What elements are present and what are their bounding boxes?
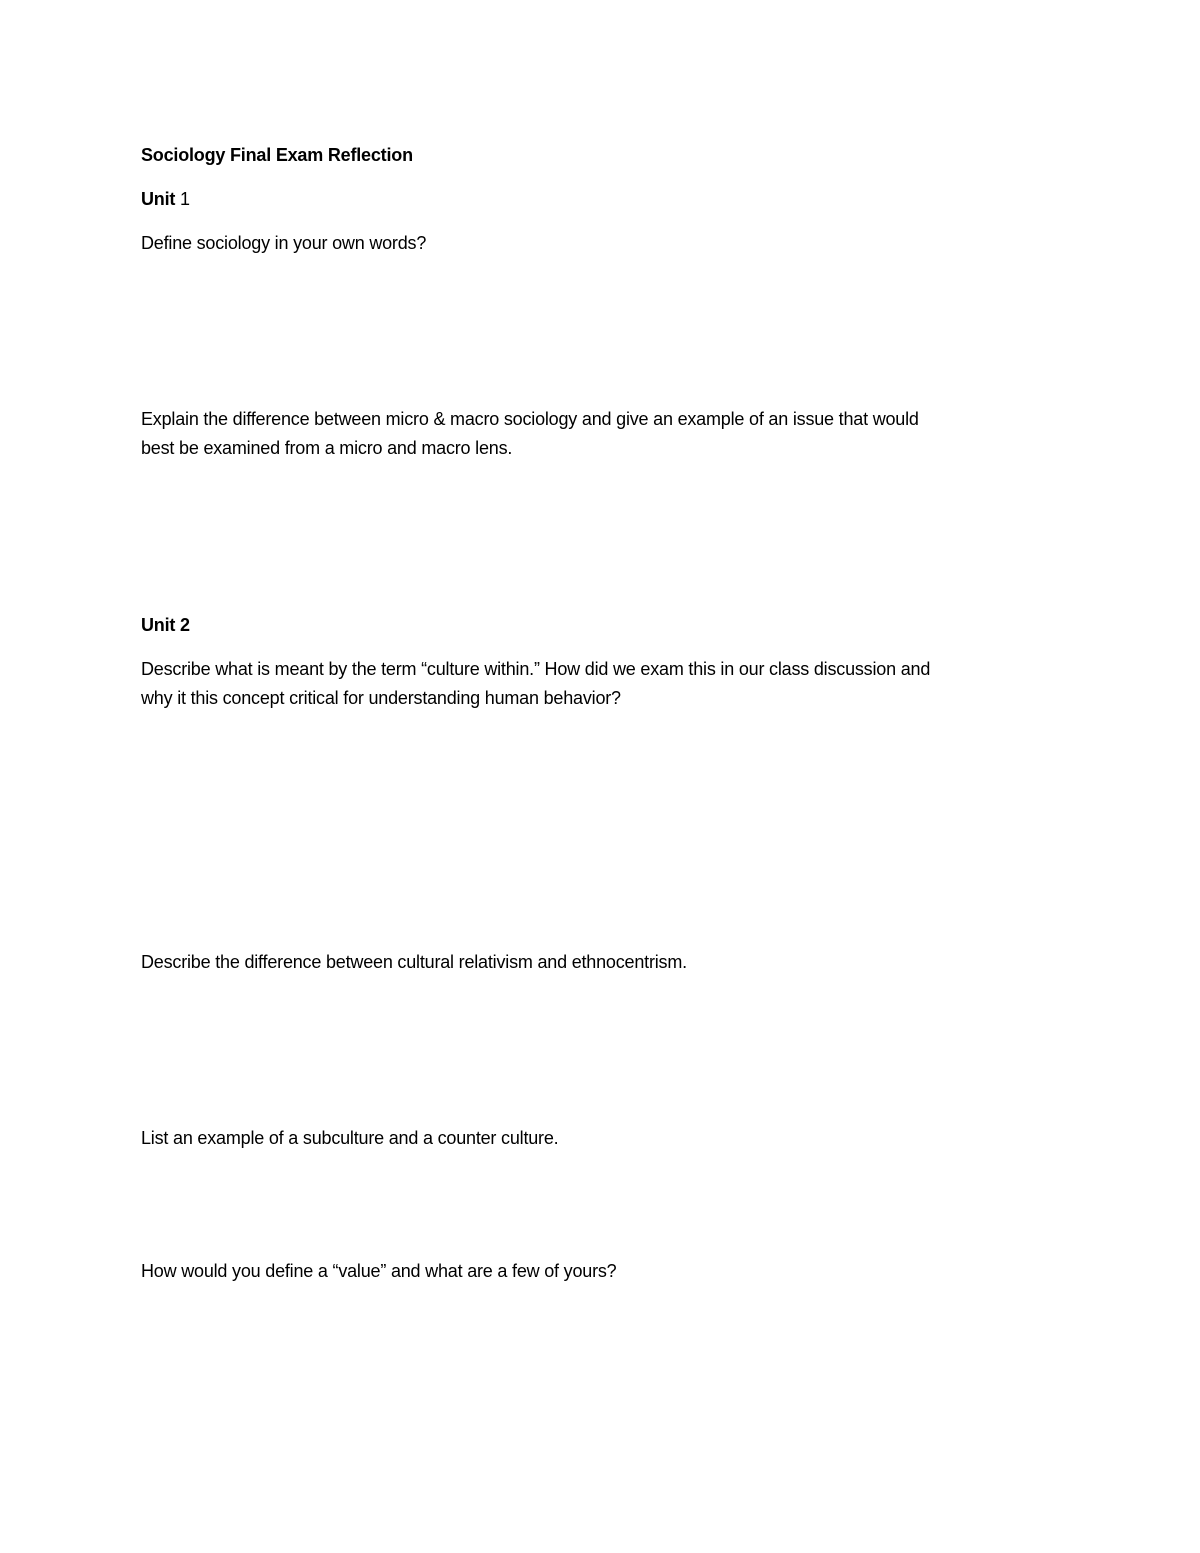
unit-1-label: Unit: [141, 189, 176, 209]
unit-2-heading: [141, 611, 190, 640]
unit-2-question-3: List an example of a subculture and a counter culture.: [141, 1128, 559, 1148]
question-line: Explain the difference between micro & macro sociology and give an example of an issue that would: [141, 409, 919, 429]
unit-2-question-4: How would you define a “value” and what are a few of yours?: [141, 1261, 617, 1281]
unit-2-number: 2: [180, 615, 190, 635]
unit-2-question-2: Describe the difference between cultural relativism and ethnocentrism.: [141, 952, 687, 972]
unit-1-question-1: Define sociology in your own words?: [141, 233, 427, 253]
unit-2-label: Unit: [141, 615, 176, 635]
document-title: Sociology Final Exam Reflection: [141, 145, 413, 165]
unit-1-heading: [141, 185, 190, 214]
question-line: best be examined from a micro and macro lens.: [141, 438, 513, 458]
unit-1-number: 1: [180, 189, 190, 209]
question-line: Describe what is meant by the term “culture within.” How did we exam this in our class discussion and: [141, 659, 931, 679]
question-line: why it this concept critical for understanding human behavior?: [141, 688, 621, 708]
